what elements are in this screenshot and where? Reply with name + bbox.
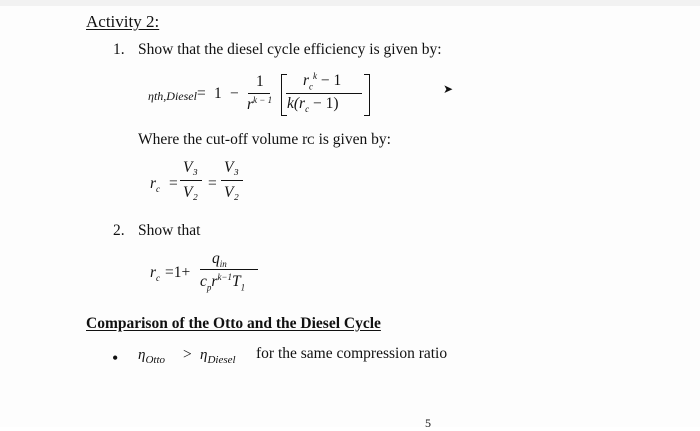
page-number: 5: [425, 416, 431, 430]
mouse-cursor-icon: ➤: [443, 82, 454, 96]
rc-frac-line-b: [221, 180, 243, 181]
eq-one: 1: [214, 85, 222, 102]
eta-otto: $\eta_{Otto}$: [138, 347, 166, 366]
bullet-text: for the same compression ratio: [256, 345, 448, 362]
item-1-text: Show that the diesel cycle efficiency is given by:: [138, 41, 442, 58]
rc-equals-2: =: [208, 175, 217, 192]
q-in: $q_{in}$: [212, 250, 227, 270]
rc2-eq: =1+: [165, 264, 191, 281]
top-edge: [0, 0, 700, 6]
rc2-lhs: $r_c$: [150, 264, 161, 284]
bullet-point: •: [112, 348, 119, 368]
rc-equals-1: =: [169, 175, 178, 192]
frac2-numerator: $r_c^k - 1$: [303, 71, 342, 92]
rc-v2-b: V₂: [224, 184, 239, 201]
greater-than: >: [183, 346, 192, 363]
frac1-numerator: 1: [256, 73, 264, 90]
item-2-text: Show that: [138, 222, 201, 239]
eta-diesel: $\eta_{Diesel}$: [200, 347, 236, 366]
rc-frac-line-a: [180, 180, 202, 181]
right-bracket: [364, 74, 370, 116]
frac1-denominator: $r^{k - 1}$: [247, 95, 273, 114]
item-1-number: 1.: [113, 41, 125, 58]
eq-equals: =: [197, 85, 206, 102]
cutoff-text: Where the cut-off volume rᴄ is given by:: [138, 131, 391, 148]
activity-title: Activity 2:: [86, 12, 160, 31]
frac2-denominator: $k(r_c - 1)$: [287, 95, 339, 115]
rc-v3-a: V₃: [183, 159, 198, 176]
rc-lhs: $r_c$: [150, 175, 161, 195]
frac2-line: [286, 93, 362, 94]
rc2-denominator: $c_pr^{k-1}T_1$: [200, 272, 246, 293]
rc-v3-b: V₃: [224, 159, 239, 176]
eta-th-diesel: ηth,Diesel: [148, 89, 197, 103]
item-2-number: 2.: [113, 222, 125, 239]
rc-v2-a: V₂: [183, 184, 198, 201]
rc2-frac-line: [200, 269, 258, 270]
eq-minus: −: [230, 85, 239, 102]
frac1-line: [248, 93, 270, 94]
section-heading: Comparison of the Otto and the Diesel Cycle: [86, 315, 381, 332]
